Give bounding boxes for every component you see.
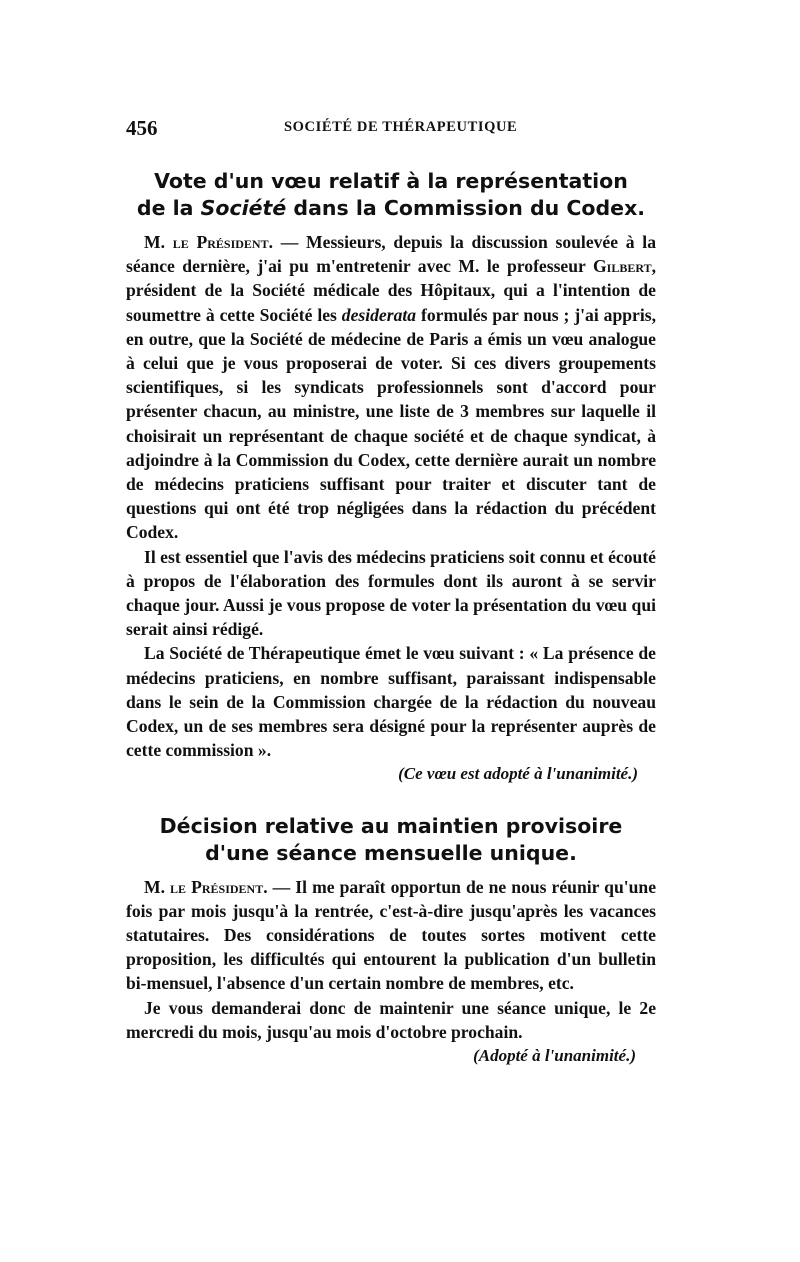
paragraph: Je vous demanderai donc de maintenir une séance unique, le 2e mercredi du mois, jusqu'au mois d'octobre prochain. (126, 997, 656, 1042)
section-title-line: Décision relative au maintien provisoire (159, 813, 623, 838)
paragraph-text: formulés par nous ; j'ai appris, en outre, que la Société de médecine de Paris a émis un vœu analogue à celui que je vous proposerai de voter. Si ces divers groupements scientifiques, si les syndicats professionnels sont d'accord pour présenter chacun, au ministre, une liste de 3 membres sur laquelle il choisirait un représentant de chaque société et de chaque syndicat, à adjoindre à la Commission du Codex, cette dernière aurait un nombre de médecins praticiens suffisant pour traiter et discuter tant de questions qui ont été trop négligées dans la rédaction du précédent Codex. (126, 304, 656, 543)
journal-title: SOCIÉTÉ DE THÉRAPEUTIQUE (284, 119, 518, 135)
adoption-note: (Ce vœu est adopté à l'unanimité.) (398, 764, 638, 784)
paragraph-text: , président de la Société médicale des Hôpitaux, qui a l'intention de soumettre à cette Société les (126, 256, 656, 325)
section-title-vote (126, 168, 656, 222)
book-page (126, 116, 656, 1068)
adoption-note: (Adopté à l'unanimité.) (473, 1046, 636, 1066)
italic-term: desiderata (341, 304, 417, 325)
running-head (126, 116, 656, 144)
speaker-label: M. le Président. (144, 232, 273, 252)
paragraph (126, 875, 656, 996)
title-italic-fragment: Société (200, 196, 287, 220)
paragraph: La Société de Thérapeutique émet le vœu suivant : « La présence de médecins praticiens, en nombre suffisant, paraissant indispensable dans le sein de la Commission chargée de la rédaction du nouveau Codex, un de ses membres sera désigné pour la représenter auprès de cette commission ». (126, 643, 656, 761)
section-title-line (126, 195, 656, 222)
person-name: Gilbert (592, 256, 652, 277)
section-title-decision (126, 813, 656, 867)
speaker-label: M. le Président. (144, 876, 268, 897)
title-fragment: dans la Commission du Codex. (286, 196, 646, 220)
title-fragment: de la (136, 196, 201, 220)
page-number: 456 (126, 116, 158, 140)
paragraph (126, 230, 656, 545)
paragraph-text: — Il me paraît opportun de ne nous réunir qu'une fois par mois jusqu'à la rentrée, c'est-à-dire jusqu'après les vacances statutaires. Des considérations de toutes sortes motivent cette proposition, les difficultés qui entourent la publication d'un bulletin bi-mensuel, l'absence d'un certain nombre de membres, etc. (126, 876, 656, 994)
section-title-line: d'une séance mensuelle unique. (205, 840, 577, 865)
paragraph-text: — Messieurs, depuis la discussion soulevée à la séance dernière, j'ai pu m'entretenir avec M. le professeur (126, 232, 656, 277)
section-title-line: Vote d'un vœu relatif à la représentation (154, 169, 628, 193)
paragraph: Il est essentiel que l'avis des médecins praticiens soit connu et écouté à propos de l'élaboration des formules dont ils auront à se servir chaque jour. Aussi je vous propose de voter la présentation du vœu qui serait ainsi rédigé. (126, 546, 656, 640)
